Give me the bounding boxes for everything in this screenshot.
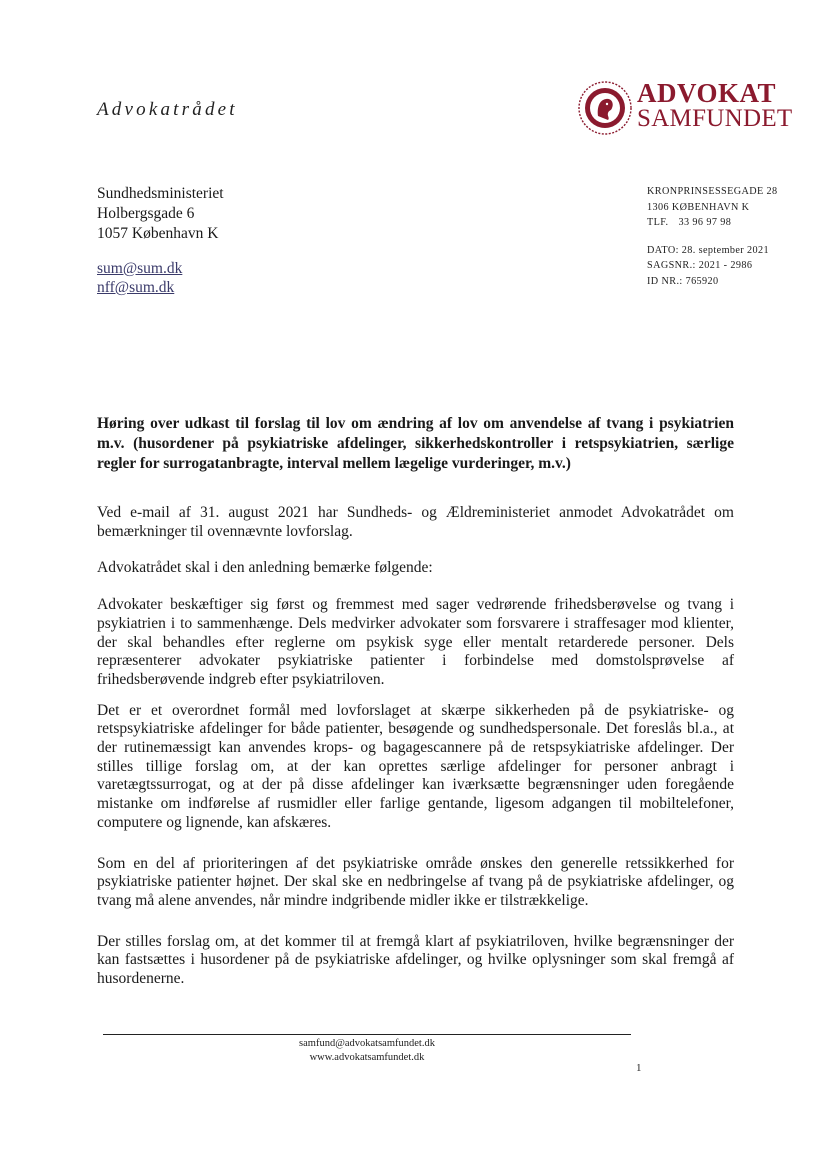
letter-body	[97, 504, 734, 1011]
body-paragraph: Som en del af prioriteringen af det psykiatriske område ønskes den generelle retssikkerhed for psykiatriske patienter højnet. Der skal ske en nedbringelse af tvang på de psykiatriske afdelinger, og tvang må alene anvendes, når mindre indgribende midler ikke er tilstrækkelige.	[97, 854, 734, 909]
email-link-sum[interactable]: sum@sum.dk	[97, 260, 183, 277]
footer-divider	[103, 1034, 631, 1035]
footer-email[interactable]: samfund@advokatsamfundet.dk	[299, 1038, 435, 1049]
letter-date: DATO: 28. september 2021	[647, 244, 770, 256]
letter-subject: Høring over udkast til forslag til lov om ændring af lov om anvendelse af tvang i psykiatrien m.v. (husordener på psykiatriske afdelinger, sikkerhedskontroller i retspsykiatrien, særlige regler for surrogatanbragte, interval mellem lægelige vurderinger, m.v.)	[97, 415, 734, 472]
body-paragraph: Advokater beskæftiger sig først og fremmest med sager vedrørende frihedsberøvelse og tvang i psykiatrien i to sammenhænge. Dels medvirker advokater som forsvarere i straffesager mod klienter, der skal behandles efter reglerne om psykisk syge eller mentalt retarderede personer. Dels repræsenterer advokater psykiatriske patienter i forbindelse med domstolsprøvelse af frihedsberøvende indgreb efter psykiatriloven.	[97, 596, 734, 688]
recipient-emails	[97, 259, 182, 297]
logo-line2: SAMFUNDET	[637, 105, 793, 132]
seal-icon	[577, 80, 633, 136]
body-paragraph: Advokatrådet skal i den anledning bemærke følgende:	[97, 559, 433, 577]
recipient-street: Holbergsgade 6	[97, 205, 195, 222]
body-paragraph: Ved e-mail af 31. august 2021 har Sundheds- og Ældreministeriet anmodet Advokatrådet om bemærkninger til ovennævnte lovforslag.	[97, 504, 734, 540]
recipient-name: Sundhedsministeriet	[97, 185, 224, 202]
org-name: Advokatrådet	[97, 99, 238, 120]
sender-phone	[647, 215, 778, 231]
recipient-address	[97, 184, 224, 244]
email-link-nff[interactable]: nff@sum.dk	[97, 279, 175, 296]
body-paragraph: Der stilles forslag om, at det kommer til at fremgå klart af psykiatriloven, hvilke begrænsninger der kan fastsættes i husordener på de psykiatriske afdelinger, og hvilke oplysninger som skal fremgå af husordenerne.	[97, 932, 734, 988]
page-number: 1	[636, 1062, 642, 1074]
footer-website[interactable]: www.advokatsamfundet.dk	[309, 1052, 425, 1063]
id-number: ID NR.: 765920	[647, 275, 719, 287]
logo-line1: ADVOKAT	[637, 78, 776, 108]
footer	[103, 1037, 631, 1065]
logo-wordmark	[637, 78, 793, 131]
advokatsamfundet-logo	[577, 78, 793, 138]
sender-info	[647, 184, 778, 289]
case-number: SAGSNR.: 2021 - 2986	[647, 260, 753, 271]
recipient-city: 1057 København K	[97, 225, 219, 242]
body-paragraph: Det er et overordnet formål med lovforslaget at skærpe sikkerheden på de psykiatriske- og retspsykiatriske afdelinger for både patienter, besøgende og sundhedspersonale. Det foreslås bl.a., at der rutinemæssigt kan anvendes krops- og bagagescannere på de retspsykiatriske afdelinger. Der stilles tillige forslag om, at der kan oprettes særlige afdelinger for personer anbragt i varetægtssurrogat, og at der på disse afdelinger kan iværksætte begrænsninger uden foregående mistanke om indførelse af rusmidler eller farlige gentande, ligesom adgangen til mobiltelefoner, computere og lignende, kan afskæres.	[97, 701, 734, 831]
sender-city: 1306 KØBENHAVN K	[647, 201, 750, 213]
phone-number: 33 96 97 98	[678, 217, 732, 228]
phone-label: TLF.	[647, 217, 669, 228]
sender-street: KRONPRINSESSEGADE 28	[647, 186, 778, 197]
